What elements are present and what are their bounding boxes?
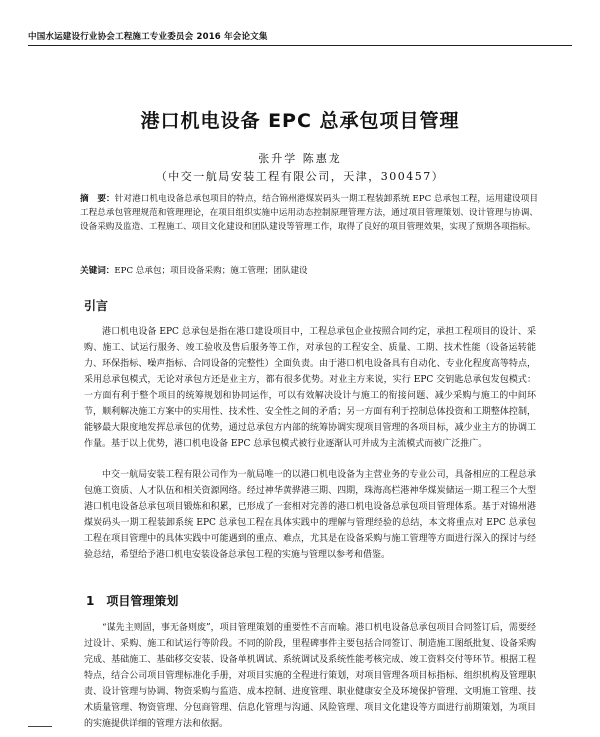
abstract-text: 针对港口机电设备总承包项目的特点，结合锦州港煤炭码头一期工程装卸系统 EPC 总承包工程，运用建设项目工程总承包管理规范和管理理论，在项目组织实施中运用动态控制原理管理方法，通过项目管理策划、设计管理与协调、设备采购及监造、工程施工、项目文化建设和团队建设等管理工作，取得了良好的项目管理效果，实现了预期各项指标。 bbox=[80, 194, 538, 233]
abstract bbox=[80, 192, 538, 235]
abstract-label: 摘 要： bbox=[80, 194, 115, 204]
keywords bbox=[80, 264, 538, 278]
paper-affiliation: （中交一航局安装工程有限公司，天津，300457） bbox=[155, 170, 445, 183]
section-number: 1 bbox=[86, 594, 95, 608]
running-header: 中国水运建设行业协会工程施工专业委员会 2016 年会论文集 bbox=[28, 30, 572, 46]
section-title: 项目管理策划 bbox=[106, 594, 179, 608]
paper-authors: 张升学 陈惠龙 bbox=[258, 152, 342, 165]
keywords-label: 关键词： bbox=[80, 266, 115, 276]
keywords-text: EPC 总承包；项目设备采购；施工管理；团队建设 bbox=[114, 266, 308, 276]
paper-title: 港口机电设备 EPC 总承包项目管理 bbox=[140, 110, 460, 132]
intro-paragraph-2: 中交一航局安装工程有限公司作为一航局唯一的以港口机电设备为主营业务的专业公司，具备相应的工程总承包施工资质、人才队伍和相关资源网络。经过神华黄骅港三期、四期，珠海高栏港神华煤炭储运一期工程三个大型港口机电设备总承包项目锻炼和积累，已形成了一套相对完善的港口机电设备总承包项目管理体系。基于对锦州港煤炭码头一期工程装卸系统 EPC 总承包工程在具体实践中的理解与管理经验的总结，本文将重点对 EPC 总承包工程在项目管理中的具体实践中可能遇到的重点、难点，尤其是在设备采购与施工管理等方面进行深入的探讨与经验总结，希望给予港口机电安装设备总承包工程的实施与管理以参考和借鉴。 bbox=[84, 470, 536, 560]
section-1-paragraph-1: “谋先主则固，事无备则废”，项目管理策划的重要性不言而喻。港口机电设备总承包项目合同签订后，需要经过设计、采购、施工和试运行等阶段。不同的阶段，里程碑事件主要包括合同签订、制造施工图纸批复、设备采购完成、基础施工、基础移交安装、设备单机调试、系统调试及系统性能考核完成、竣工资料交付等环节。根据工程特点，结合公司项目管理标准化手册，对项目实施的全程进行策划，对项目管理各项目标指标、组织机构及管理职责、设计管理与协调、物资采购与监造、成本控制、进度管理、职业健康安全及环境保护管理、文明施工管理、技术质量管理、物资管理、分包商管理、信息化管理与沟通、风险管理、项目文化建设等方面进行前期策划，为项目的实施提供详细的管理方法和依据。 bbox=[84, 623, 536, 729]
section-heading-1 bbox=[86, 592, 178, 609]
section-heading-intro: 引言 bbox=[84, 299, 109, 313]
footer-rule bbox=[28, 726, 52, 727]
intro-paragraph-1: 港口机电设备 EPC 总承包是指在港口建设项目中，工程总承包企业按照合同约定，承担工程项目的设计、采购、施工、试运行服务、竣工验收及售后服务等工作，对承包的工程安全、质量、工期、技术性能（设备运转能力、环保指标、噪声指标、合同设备的完整性）全面负责。由于港口机电设备具有自动化、专业化程度高等特点，采用总承包模式，无论对承包方还是业主方，都有很多优势。对业主方来说，实行 EPC 交钥匙总承包发包模式：一方面有利于整个项目的统筹规划和协同运作，可以有效解决设计与施工的衔接问题、减少采购与施工的中间环节，顺利解决施工方案中的实用性、技术性、安全性之间的矛盾；另一方面有利于控制总体投资和工期整体控制，能够最大限度地发挥总承包的优势，通过总承包方内部的统筹协调实现项目管理的各项目标，减少业主方的协调工作量。基于以上优势，港口机电设备 EPC 总承包模式被行业逐渐认可并成为主流模式而被广泛推广。 bbox=[84, 327, 536, 449]
